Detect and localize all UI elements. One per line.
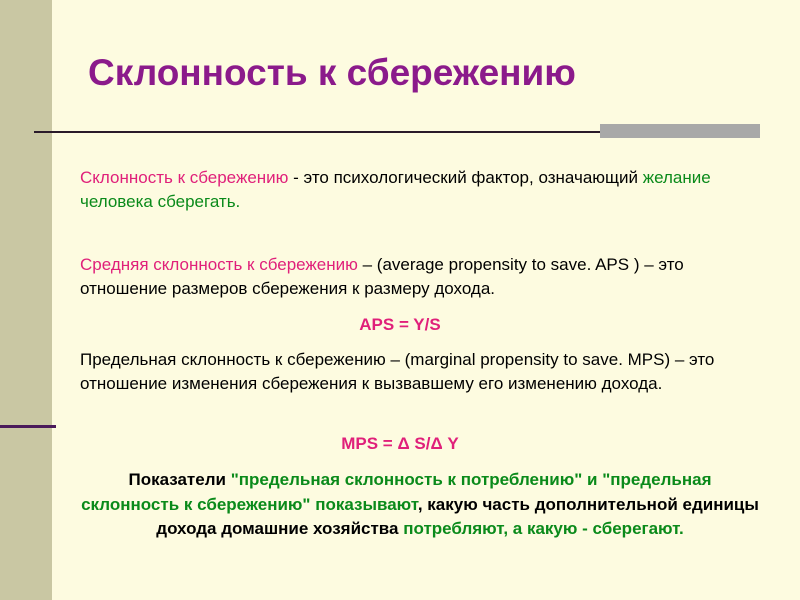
definition-text: - это психологический фактор, означающий bbox=[288, 168, 643, 187]
side-accent-line bbox=[0, 425, 56, 428]
conclusion-part-1: Показатели bbox=[128, 470, 231, 489]
side-band bbox=[0, 0, 52, 600]
mps-text: Предельная склонность к сбережению – (marginal propensity to save. MPS) – это отношение изменения сбережения к вызвавшему его изменению дохода. bbox=[80, 350, 715, 393]
title-rule-block bbox=[600, 124, 760, 138]
slide-title: Склонность к сбережению bbox=[88, 52, 576, 93]
aps-term: Средняя склонность к сбережению bbox=[80, 255, 358, 274]
definition-term: Склонность к сбережению bbox=[80, 168, 289, 187]
conclusion-part-2: "предельная склонность к потреблению" и "предельная склонность к сбережению" показывают bbox=[81, 470, 712, 514]
definition-paragraph bbox=[80, 166, 760, 214]
mps-paragraph bbox=[80, 348, 760, 396]
conclusion-part-4: потребляют, а какую - сберегают. bbox=[403, 519, 684, 538]
aps-paragraph bbox=[80, 253, 760, 301]
conclusion-paragraph bbox=[80, 468, 760, 542]
aps-text: – (average propensity to save. APS ) – это отношение размеров сбережения к размеру дохода. bbox=[80, 255, 684, 298]
mps-formula: MPS = Δ S/Δ Y bbox=[341, 434, 459, 453]
definition-green-text: желание человека сберегать. bbox=[80, 168, 711, 211]
conclusion-part-3: , какую часть дополнительной единицы дохода домашние хозяйства bbox=[156, 494, 759, 538]
aps-formula: APS = Y/S bbox=[359, 315, 441, 334]
